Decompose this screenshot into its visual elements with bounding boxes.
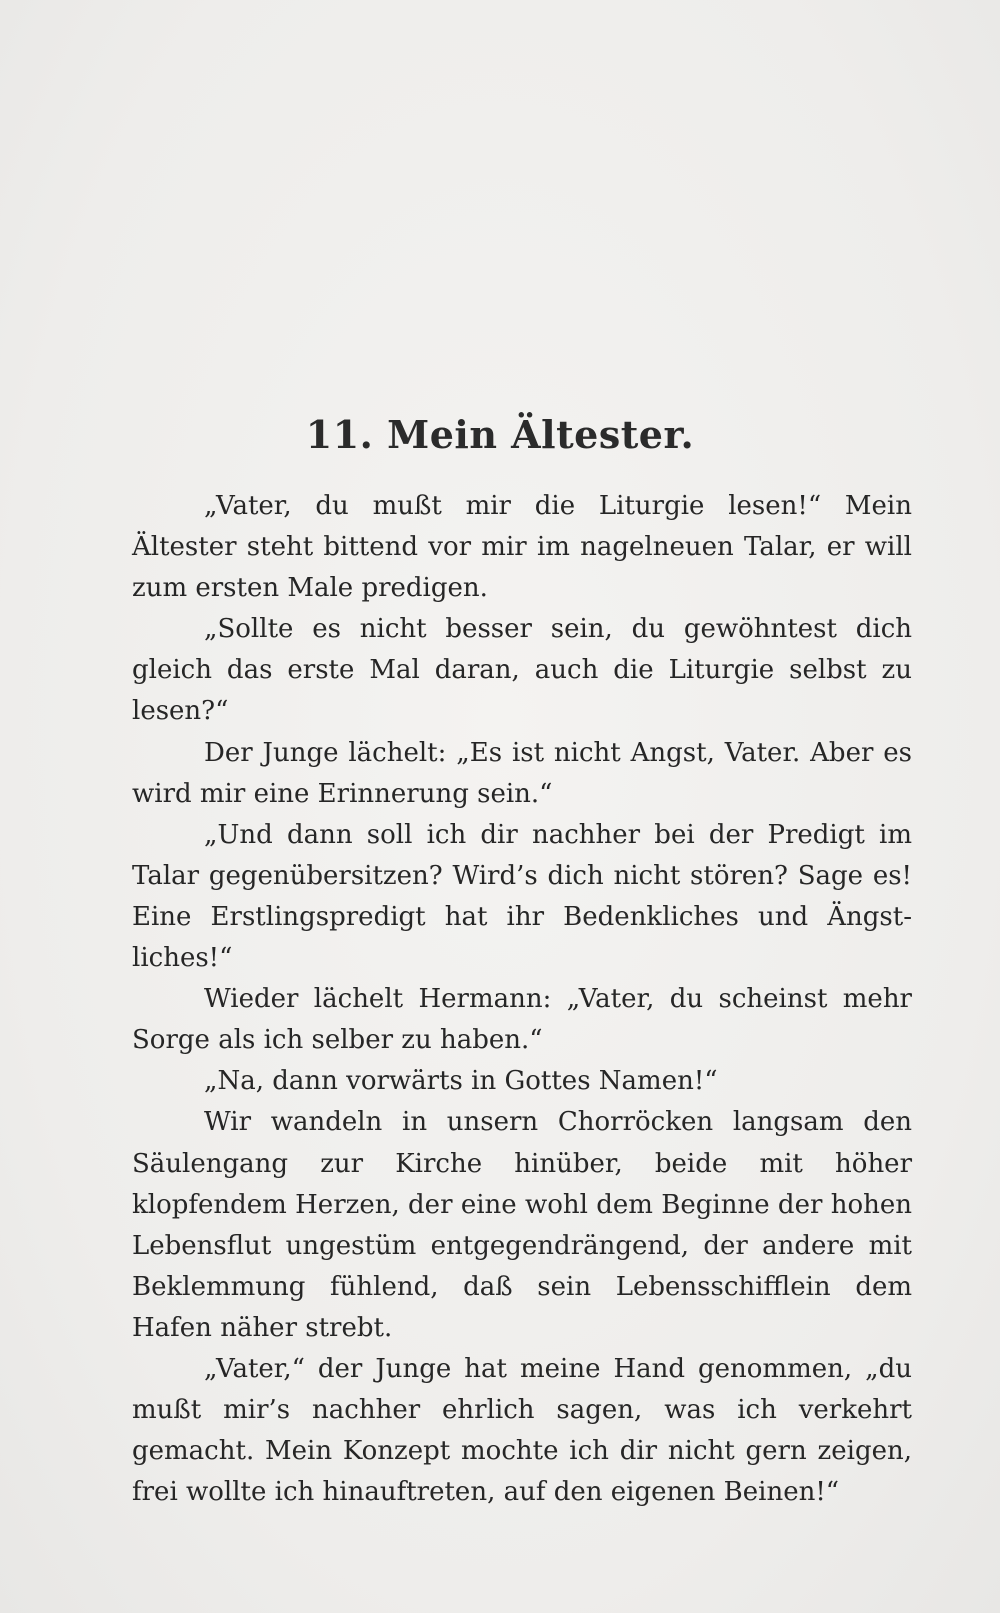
paragraph: „Vater, du mußt mir die Liturgie lesen!“ Mein Ältester steht bittend vor mir im nagelneuen Talar, er will zum ersten Male predigen.: [132, 491, 912, 604]
paragraph: Der Junge lächelt: „Es ist nicht Angst, Vater. Aber es wird mir eine Erinnerung sein.“: [132, 737, 912, 809]
body-text: [132, 486, 912, 1513]
paragraph: Wieder lächelt Hermann: „Vater, du scheinst mehr Sorge als ich selber zu haben.“: [132, 984, 912, 1056]
paragraph: Wir wandeln in unsern Chorröcken langsam den Säulengang zur Kirche hinüber, beide mit höher klopfendem Herzen, der eine wohl dem Beginne der hohen Lebensflut ungestüm entgegendrängend, der andere mit Beklemmung fühlend, daß sein Lebensschifflein dem Hafen näher strebt.: [132, 1107, 912, 1343]
paragraph: „Vater,“ der Junge hat meine Hand genommen, „du mußt mir’s nachher ehrlich sagen, was ich verkehrt gemacht. Mein Konzept mochte ich dir nicht gern zeigen, frei wollte ich hinauftreten, auf den eigenen Beinen!“: [132, 1353, 912, 1508]
paragraph: „Und dann soll ich dir nachher bei der Predigt im Talar gegenübersitzen? Wird’s dich nicht stören? Sage es! Eine Erstlingspredigt hat ihr Bedenkliches und Ängstliches!“: [132, 819, 912, 974]
paragraph: „Sollte es nicht besser sein, du gewöhntest dich gleich das erste Mal daran, auch die Liturgie selbst zu lesen?“: [132, 614, 912, 727]
paragraph: „Na, dann vorwärts in Gottes Namen!“: [204, 1066, 718, 1097]
chapter-title: 11. Mein Ältester.: [305, 412, 695, 457]
